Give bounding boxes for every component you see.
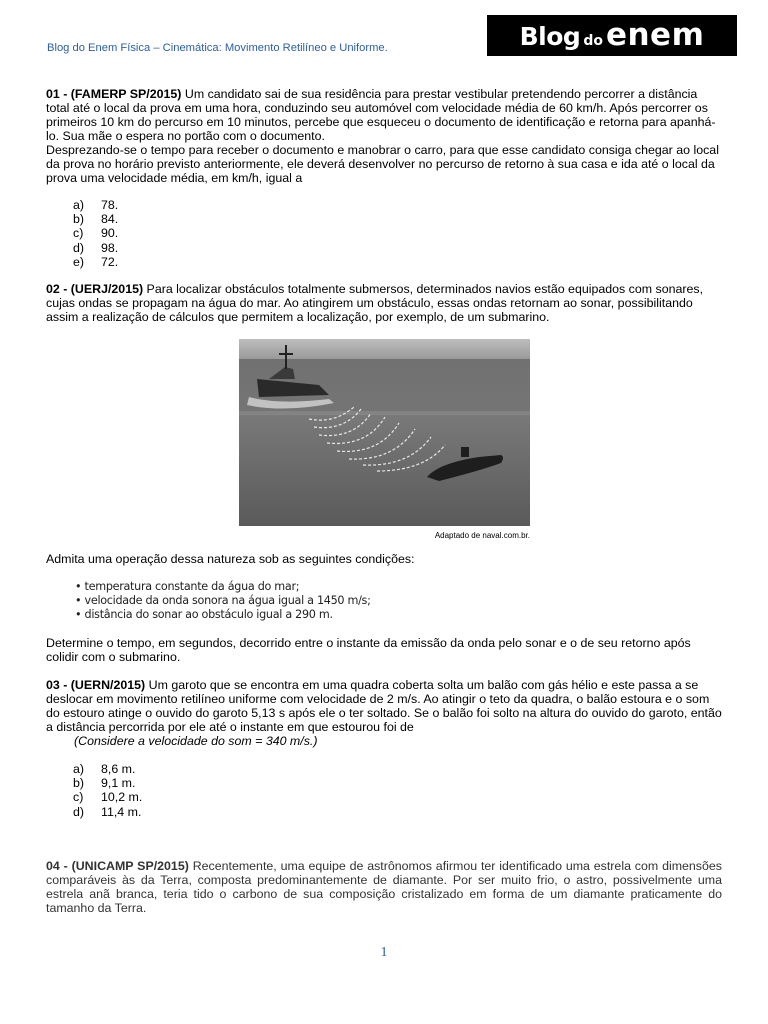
logo-word-do: do [583,33,603,49]
option-a: a) 8,6 m. [73,762,136,776]
list-item: • temperatura constante da água do mar; [75,580,300,593]
option-a: a) 78. [73,198,119,212]
question-1 [46,87,722,185]
question-3-label: 03 - (UERN/2015) [46,678,146,692]
list-item: • velocidade da onda sonora na água igual a 1450 m/s; [75,594,371,607]
logo-word-enem: enem [605,17,705,53]
question-4-text: 04 - (UNICAMP SP/2015) Recentemente, uma equipe de astrônomos afirmou ter identificado uma estrela com dimensões comparáveis às da Terra, composta predominantemente de diamante. Por ser muito frio, o astro, possivelmente uma estrela anã branca, teria tido o carbono de sua composição cristalizado em forma de um diamante praticamente do tamanho da Terra. [46,859,722,915]
option-b: b) 84. [73,212,119,227]
list-item: • distância do sonar ao obstáculo igual a 290 m. [75,608,333,621]
option-b: b) 9,1 m. [73,776,136,791]
option-d: d) 11,4 m. [73,804,142,819]
sonar-ship-submarine-figure [239,339,530,526]
header-title: Blog do Enem Física – Cinemática: Movimento Retilíneo e Uniforme. [47,42,388,54]
option-c: c) 90. [73,226,119,241]
figure-caption: Adaptado de naval.com.br. [434,531,530,540]
question-3-options [73,762,142,819]
question-4-label: 04 - (UNICAMP SP/2015) [46,859,189,873]
question-2-label: 02 - (UERJ/2015) [46,282,144,296]
conditions-intro: Admita uma operação dessa natureza sob as seguintes condições: [46,552,415,566]
question-1-options [73,198,118,269]
page-number: 1 [380,945,388,960]
question-1-label: 01 - (FAMERP SP/2015) [46,87,182,101]
logo-word-blog: Blog [519,22,581,51]
question-2-prompt: Determine o tempo, em segundos, decorrido entre o instante da emissão da onda pelo sonar e o de seu retorno após colidir com o submarino. [46,636,691,664]
conditions-list [75,580,371,622]
question-2-text: 02 - (UERJ/2015) Para localizar obstáculos totalmente submersos, determinados navios estão equipados com sonares, cujas ondas se propagam na água do mar. Ao atingirem um obstáculo, essas ondas retornam ao sonar, possibilitando assim a realização de cálculos que permitem a localização, por exemplo, de um submarino. [46,282,704,324]
question-4 [46,859,722,915]
question-3 [46,678,722,748]
question-3-note: (Considere a velocidade do som = 340 m/s.) [74,734,318,748]
question-1-text-2: Desprezando-se o tempo para receber o documento e manobrar o carro, para que esse candidato consiga chegar ao local da prova no horário previsto anteriormente, ele deverá desenvolver no percurso de retorno à sua casa e ida até o local da prova uma velocidade média, em km/h, igual a [46,143,719,185]
option-c: c) 10,2 m. [73,790,143,805]
option-d: d) 98. [73,240,119,255]
blog-do-enem-logo [487,15,737,56]
question-3-text: 03 - (UERN/2015) Um garoto que se encontra em uma quadra coberta solta um balão com gás hélio e este passa a se deslocar em movimento retilíneo uniforme com velocidade de 2 m/s. Ao atingir o teto da quadra, o balão estoura e o som do estouro atinge o ouvido do garoto 5,13 s após ele o ter soltado. Se o balão foi solto na altura do ouvido do garoto, então a distância percorrida por ele até o instante em que estourou foi de [46,678,722,734]
question-1-text: 01 - (FAMERP SP/2015) Um candidato sai de sua residência para prestar vestibular pretendendo percorrer a distância total até o local da prova em uma hora, conduzindo seu automóvel com velocidade média de 60 km/h. Após percorrer os primeiros 10 km do percurso em 10 minutos, percebe que esqueceu o documento de identificação e retorna para apanhá-lo. Sua mãe o espera no portão com o documento. [46,87,716,143]
option-e: e) 72. [73,254,119,269]
question-2 [46,282,722,324]
